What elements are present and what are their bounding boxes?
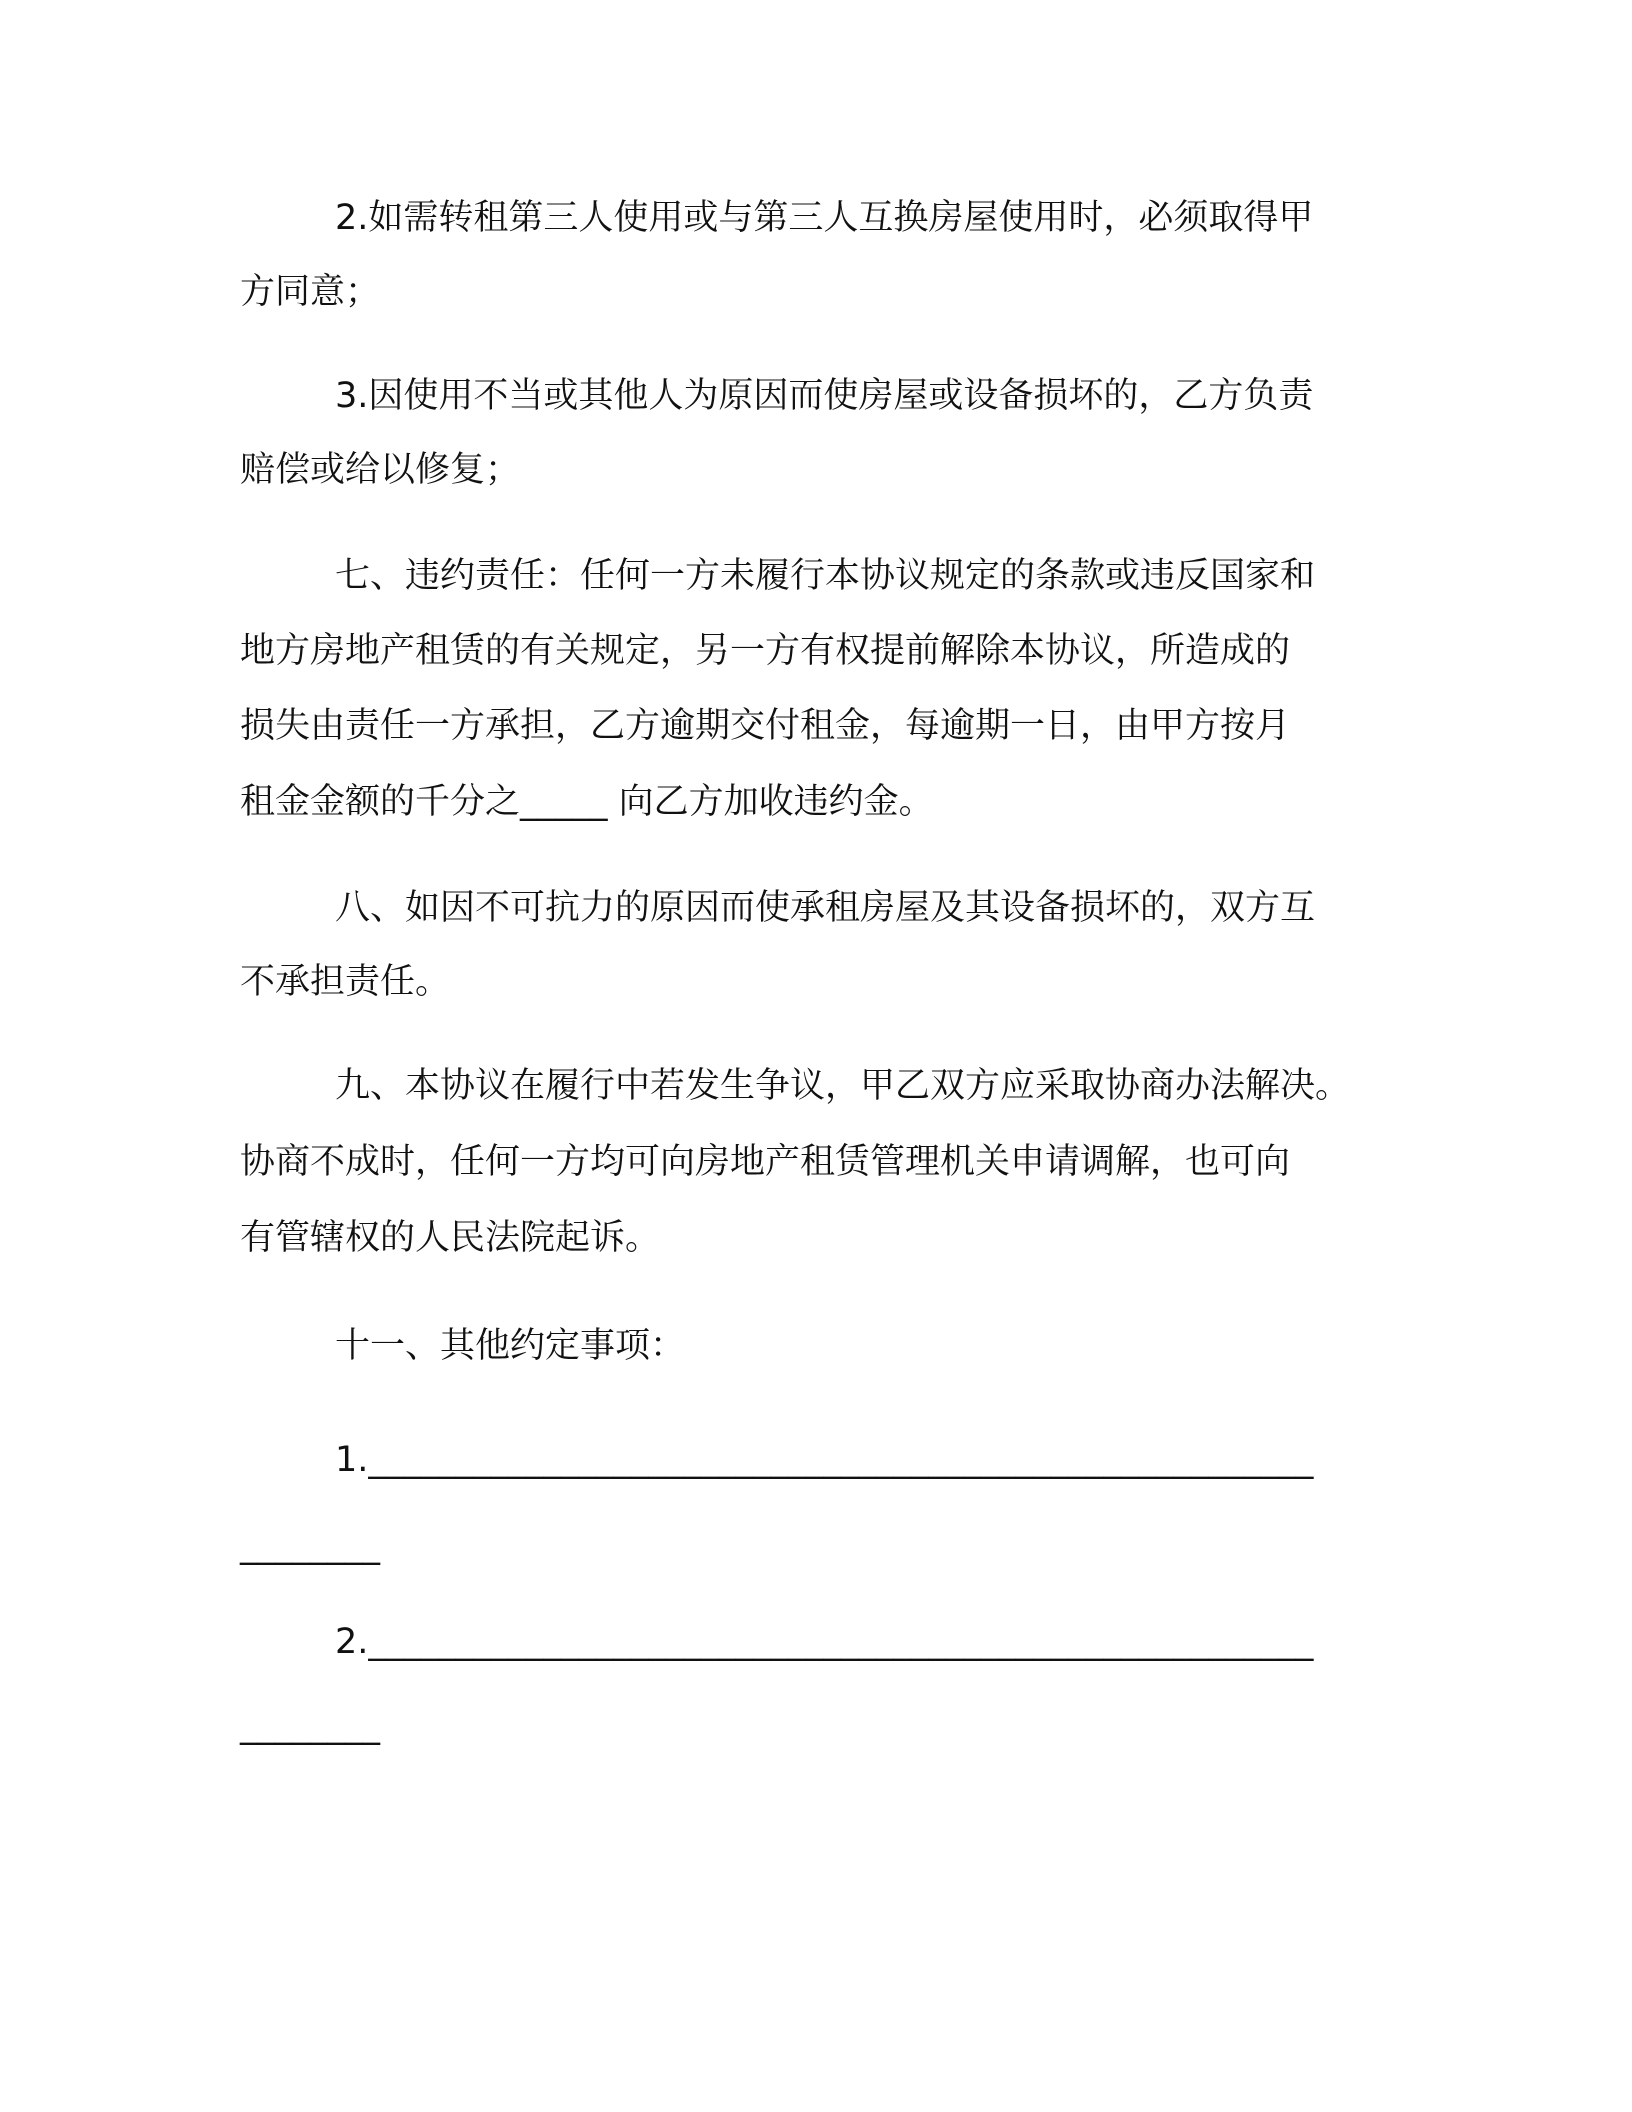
text-line: 地方房地产租赁的有关规定，另一方有权提前解除本协议，所造成的 — [240, 631, 1291, 671]
text-line: 不承担责任。 — [240, 962, 451, 1002]
blank-fill-line: 1.______________________________________________________ — [335, 1440, 1314, 1480]
blank-fill-line: ________ — [240, 1526, 380, 1566]
text-line: 损失由责任一方承担，乙方逾期交付租金，每逾期一日，由甲方按月 — [240, 706, 1291, 746]
text-line: 2.如需转租第三人使用或与第三人互换房屋使用时，必须取得甲 — [335, 198, 1314, 238]
text-line: 有管辖权的人民法院起诉。 — [240, 1218, 661, 1258]
blank-fill-line: 2.______________________________________________________ — [335, 1622, 1314, 1662]
text-line: 赔偿或给以修复； — [240, 450, 521, 490]
text-line: 七、违约责任：任何一方未履行本协议规定的条款或违反国家和 — [335, 556, 1316, 596]
blank-fill-line: ________ — [240, 1706, 380, 1746]
text-line: 方同意； — [240, 272, 381, 312]
text-line: 九、本协议在履行中若发生争议，甲乙双方应采取协商办法解决。 — [335, 1066, 1351, 1106]
text-line: 协商不成时，任何一方均可向房地产租赁管理机关申请调解，也可向 — [240, 1142, 1291, 1182]
other-terms-heading: 十一、其他约定事项： — [335, 1326, 686, 1366]
text-line: 3.因使用不当或其他人为原因而使房屋或设备损坏的，乙方负责 — [335, 376, 1314, 416]
text-line: 八、如因不可抗力的原因而使承租房屋及其设备损坏的，双方互 — [335, 888, 1316, 928]
text-line: 租金金额的千分之_____ 向乙方加收违约金。 — [240, 782, 934, 822]
